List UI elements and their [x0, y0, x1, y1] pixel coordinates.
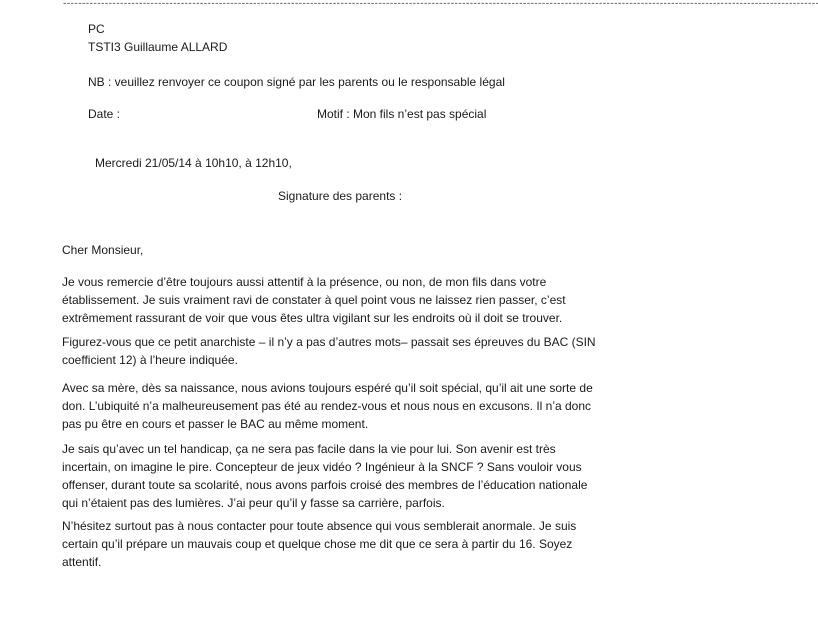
- coupon-note: NB : veuillez renvoyer ce coupon signé par les parents ou le responsable légal: [88, 75, 505, 89]
- letter-greeting: Cher Monsieur,: [62, 243, 144, 257]
- letter-paragraph: [62, 379, 622, 433]
- letter-paragraph: [62, 517, 622, 571]
- letter-line: N’hésitez surtout pas à nous contacter pour toute absence qui vous semblerait anormale. Je suis: [62, 519, 577, 533]
- letter-line: extrêmement rassurant de voir que vous êtes ultra vigilant sur les endroits où il doit se trouver.: [62, 311, 563, 325]
- letter-paragraph: [62, 333, 622, 369]
- letter-line: pas pu être en cours et passer le BAC au même moment.: [62, 417, 369, 431]
- letter-paragraph: [62, 273, 622, 327]
- letter-line: don. L’ubiquité n’a malheureusement pas été au rendez-vous et nous nous en excusons. Il n’a donc: [62, 399, 592, 413]
- parents-signature-label: Signature des parents :: [278, 189, 403, 203]
- letter-line: qui n’étaient pas des lumières. J’ai peur qu’il y fasse sa carrière, parfois.: [62, 496, 445, 510]
- date-label: Date :: [88, 107, 121, 121]
- motif-label: Motif : Mon fils n’est pas spécial: [317, 107, 487, 121]
- letter-line: coefficient 12) à l’heure indiquée.: [62, 353, 238, 367]
- letter-line: Je vous remercie d’être toujours aussi attentif à la présence, ou non, de mon fils dans votre: [62, 275, 547, 289]
- letter-line: établissement. Je suis vraiment ravi de constater à quel point vous ne laissez rien passer, c’est: [62, 293, 566, 307]
- letter-line: incertain, on imagine le pire. Concepteur de jeux vidéo ? Ingénieur à la SNCF ? Sans vouloir vous: [62, 460, 582, 474]
- letter-line: offenser, durant toute sa scolarité, nous avons parfois croisé des membres de l’éducation nationale: [62, 478, 588, 492]
- absence-datetime: Mercredi 21/05/14 à 10h10, à 12h10,: [95, 156, 292, 170]
- letter-line: Avec sa mère, dès sa naissance, nous avions toujours espéré qu’il soit spécial, qu’il ait une sorte de: [62, 381, 593, 395]
- letter-paragraph: [62, 440, 622, 512]
- letter-line: Figurez-vous que ce petit anarchiste – il n’y a pas d’autres mots– passait ses épreuves du BAC (SIN: [62, 335, 596, 349]
- letter-line: certain qu’il prépare un mauvais coup et quelque chose me dit que ce sera à partir du 16. Soyez: [62, 537, 573, 551]
- student-name: TSTI3 Guillaume ALLARD: [88, 40, 228, 54]
- coupon-code: PC: [88, 22, 105, 36]
- coupon-dashed-separator: -------------------------------------------------------------------------------------------------------------------------------------------------------------------------------------------------------: [62, 0, 818, 9]
- letter-line: attentif.: [62, 555, 102, 569]
- letter-line: Je sais qu’avec un tel handicap, ça ne sera pas facile dans la vie pour lui. Son avenir est très: [62, 442, 556, 456]
